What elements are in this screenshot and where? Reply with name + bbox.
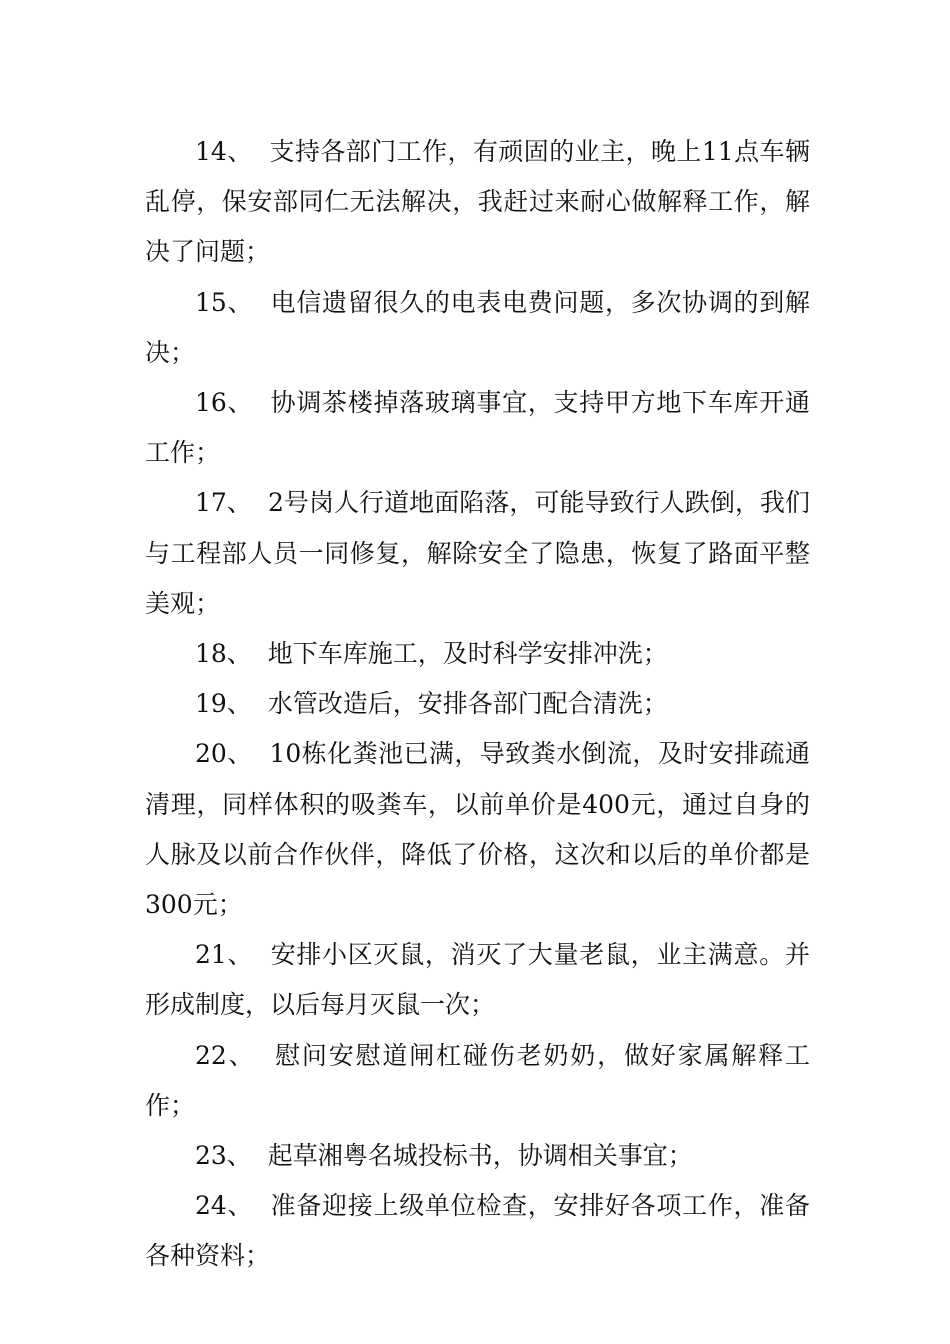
item-number: 14、 bbox=[195, 137, 253, 166]
item-text: 安排小区灭鼠，消灭了大量老鼠，业主满意。并形成制度，以后每月灭鼠一次； bbox=[145, 940, 810, 1020]
list-item-16 bbox=[145, 378, 810, 478]
item-text: 准备迎接上级单位检查，安排好各项工作，准备各种资料； bbox=[145, 1191, 810, 1271]
list-item-14 bbox=[145, 127, 810, 278]
item-number: 17、 bbox=[195, 488, 252, 518]
item-text: 慰问安慰道闸杠碰伤老奶奶，做好家属解释工作； bbox=[145, 1040, 810, 1120]
item-number: 20、 bbox=[195, 739, 253, 769]
list-item-22 bbox=[145, 1031, 810, 1131]
item-number: 22、 bbox=[195, 1040, 256, 1070]
item-number: 24、 bbox=[195, 1191, 254, 1221]
item-text: 电信遗留很久的电表电费问题，多次协调的到解决； bbox=[145, 287, 810, 367]
list-item-20 bbox=[145, 729, 810, 930]
item-number: 19、 bbox=[195, 689, 252, 719]
item-number: 21、 bbox=[195, 940, 254, 970]
list-item-18 bbox=[145, 629, 810, 679]
item-text: 10栋化粪池已满，导致粪水倒流，及时安排疏通清理，同样体积的吸粪车，以前单价是400元，通过自身的人脉及以前合作伙伴，降低了价格，这次和以后的单价都是300元； bbox=[145, 739, 810, 920]
item-text: 2号岗人行道地面陷落，可能导致行人跌倒，我们与工程部人员一同修复，解除安全了隐患，恢复了路面平整美观； bbox=[145, 488, 810, 618]
item-text: 支持各部门工作，有顽固的业主，晚上11点车辆乱停，保安部同仁无法解决，我赶过来耐心做解释工作，解决了问题； bbox=[145, 137, 810, 267]
work-list bbox=[145, 127, 810, 1282]
item-text: 协调茶楼掉落玻璃事宜，支持甲方地下车库开通工作； bbox=[145, 388, 810, 468]
item-text: 地下车库施工，及时科学安排冲洗； bbox=[267, 639, 668, 669]
item-number: 15、 bbox=[195, 287, 254, 317]
list-item-17 bbox=[145, 478, 810, 629]
item-text: 起草湘粤名城投标书，协调相关事宜； bbox=[267, 1141, 693, 1171]
item-number: 18、 bbox=[195, 639, 252, 669]
item-text: 水管改造后，安排各部门配合清洗； bbox=[267, 689, 668, 719]
item-number: 23、 bbox=[195, 1141, 252, 1171]
list-item-23 bbox=[145, 1131, 810, 1181]
item-number: 16、 bbox=[195, 388, 254, 418]
list-item-15 bbox=[145, 278, 810, 378]
list-item-21 bbox=[145, 930, 810, 1030]
list-item-24 bbox=[145, 1181, 810, 1281]
list-item-19 bbox=[145, 679, 810, 729]
